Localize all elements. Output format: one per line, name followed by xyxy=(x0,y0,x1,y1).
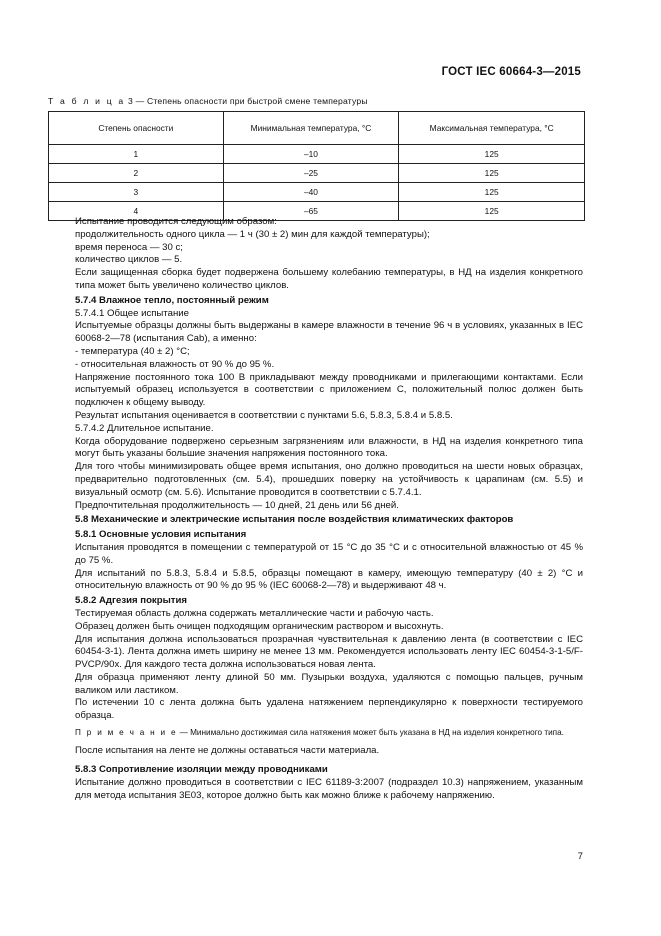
paragraph: Испытание должно проводиться в соответствии с IEC 61189-3:2007 (подраздел 10.3) напряжением, указанным для метода испытания 3Е03, которое должно быть как можно ближе к рабочему напряжению. xyxy=(75,776,583,801)
column-header-min-temperature: Минимальная температура, °С xyxy=(223,112,399,145)
table-cell: –25 xyxy=(223,164,399,183)
column-header-hazard-level: Степень опасности xyxy=(49,112,224,145)
table-cell: 125 xyxy=(399,202,585,221)
table-header-row xyxy=(49,112,585,145)
table-cell: 125 xyxy=(399,164,585,183)
table-cell: 2 xyxy=(49,164,224,183)
section-heading-5-7-4: 5.7.4 Влажное тепло, постоянный режим xyxy=(75,294,269,306)
paragraph: Образец должен быть очищен подходящим органическим раствором и высохнуть. xyxy=(75,620,444,632)
paragraph: Напряжение постоянного тока 100 В прикладывают между проводниками и прилегающими контактами. Если испытуемый образец используется в соответствии с приложением С, положительный полюс должен быть подключен к общему выводу. xyxy=(75,371,583,409)
paragraph: Испытания проводятся в помещении с температурой от 15 °С до 35 °С и с относительной влажностью от 45 % до 75 %. xyxy=(75,541,583,566)
paragraph: количество циклов — 5. xyxy=(75,254,183,266)
paragraph: Для испытаний по 5.8.3, 5.8.4 и 5.8.5, образцы помещают в камеру, имеющую температуру (40 ± 2) °С и относительную влажность от 90 % до 95 % (IEC 60068-2—78) и выдерживают 48 ч. xyxy=(75,567,583,592)
paragraph: продолжительность одного цикла — 1 ч (30 ± 2) мин для каждой температуры); xyxy=(75,228,430,240)
list-item: - относительная влажность от 90 % до 95 %. xyxy=(75,358,275,370)
document-code: ГОСТ IEC 60664-3—2015 xyxy=(441,66,581,78)
page-number: 7 xyxy=(577,851,583,862)
table-row xyxy=(49,145,585,164)
section-heading-5-8-1: 5.8.1 Основные условия испытания xyxy=(75,529,247,541)
table-cell: 3 xyxy=(49,183,224,202)
section-heading-5-8-3: 5.8.3 Сопротивление изоляции между проводниками xyxy=(75,764,328,776)
paragraph: время переноса — 30 с; xyxy=(75,241,183,253)
table-caption-text: 3 — Степень опасности при быстрой смене температуры xyxy=(128,96,368,106)
hazard-level-table xyxy=(48,111,585,221)
paragraph: Для образца применяют ленту длиной 50 мм. Пузырьки воздуха, удаляются с помощью пальцев, ручным валиком или ластиком. xyxy=(75,671,583,696)
table-cell: –65 xyxy=(223,202,399,221)
note xyxy=(75,727,583,739)
column-header-max-temperature: Максимальная температура, °С xyxy=(399,112,585,145)
table-caption-label: Т а б л и ц а xyxy=(48,96,126,106)
list-item: - температура (40 ± 2) °С; xyxy=(75,345,190,357)
paragraph: После испытания на ленте не должны оставаться части материала. xyxy=(75,745,380,757)
table-cell: 4 xyxy=(49,202,224,221)
table-row xyxy=(49,164,585,183)
paragraph: Предпочтительная продолжительность — 10 дней, 21 день или 56 дней. xyxy=(75,499,399,511)
subsection-heading-5-7-4-2: 5.7.4.2 Длительное испытание. xyxy=(75,422,214,434)
paragraph: Испытуемые образцы должны быть выдержаны в камере влажности в течение 96 ч в условиях, указанных в IEC 60068-2—78 (испытания Cab), а именно: xyxy=(75,320,583,345)
table-caption xyxy=(48,96,368,106)
section-heading-5-8-2: 5.8.2 Адгезия покрытия xyxy=(75,595,187,607)
table-cell: –40 xyxy=(223,183,399,202)
table-cell: –10 xyxy=(223,145,399,164)
paragraph: По истечении 10 с лента должна быть удалена натяжением перпендикулярно к поверхности тестируемого образца. xyxy=(75,697,583,722)
body-text xyxy=(75,216,583,802)
paragraph: Когда оборудование подвержено серьезным загрязнениям или влажности, в НД на изделия конкретного типа могут быть указаны большие значения напряжения постоянного тока. xyxy=(75,435,583,460)
paragraph: Тестируемая область должна содержать металлические части и рабочую часть. xyxy=(75,607,434,619)
subsection-heading-5-7-4-1: 5.7.4.1 Общее испытание xyxy=(75,307,189,319)
paragraph: Результат испытания оценивается в соответствии с пунктами 5.6, 5.8.3, 5.8.4 и 5.8.5. xyxy=(75,409,453,421)
paragraph: Испытание проводится следующим образом: xyxy=(75,216,277,227)
paragraph: Для того чтобы минимизировать общее время испытания, оно должно проводиться на шести новых образцах, предварительно подготовленных (см. 5.4), прошедших поверку на устойчивость к царапинам (см. 5.5) и визуальный осмотр (см. 5.6). Испытание проводится в соответствии с 5.7.4.1. xyxy=(75,461,583,498)
paragraph: Для испытания должна использоваться прозрачная чувствительная к давлению лента (в соответствии с IEC 60454-3-1). Лента должна иметь ширину не менее 13 мм. Рекомендуется использовать ленту IEC 60454-3-1-5/F-PVCP/90x. Для каждого теста должна использоваться новая лента. xyxy=(75,633,583,671)
paragraph: Если защищенная сборка будет подвержена большему колебанию температуры, в НД на изделия конкретного типа может быть увеличено количество циклов. xyxy=(75,267,583,291)
table-cell: 125 xyxy=(399,145,585,164)
note-text: — Минимально достижимая сила натяжения может быть указана в НД на изделия конкретного типа. xyxy=(179,728,564,738)
table-cell: 125 xyxy=(399,183,585,202)
note-label: П р и м е ч а н и е xyxy=(75,728,178,738)
section-heading-5-8: 5.8 Механические и электрические испытания после воздействия климатических факторов xyxy=(75,514,514,526)
table-row xyxy=(49,183,585,202)
table-cell: 1 xyxy=(49,145,224,164)
